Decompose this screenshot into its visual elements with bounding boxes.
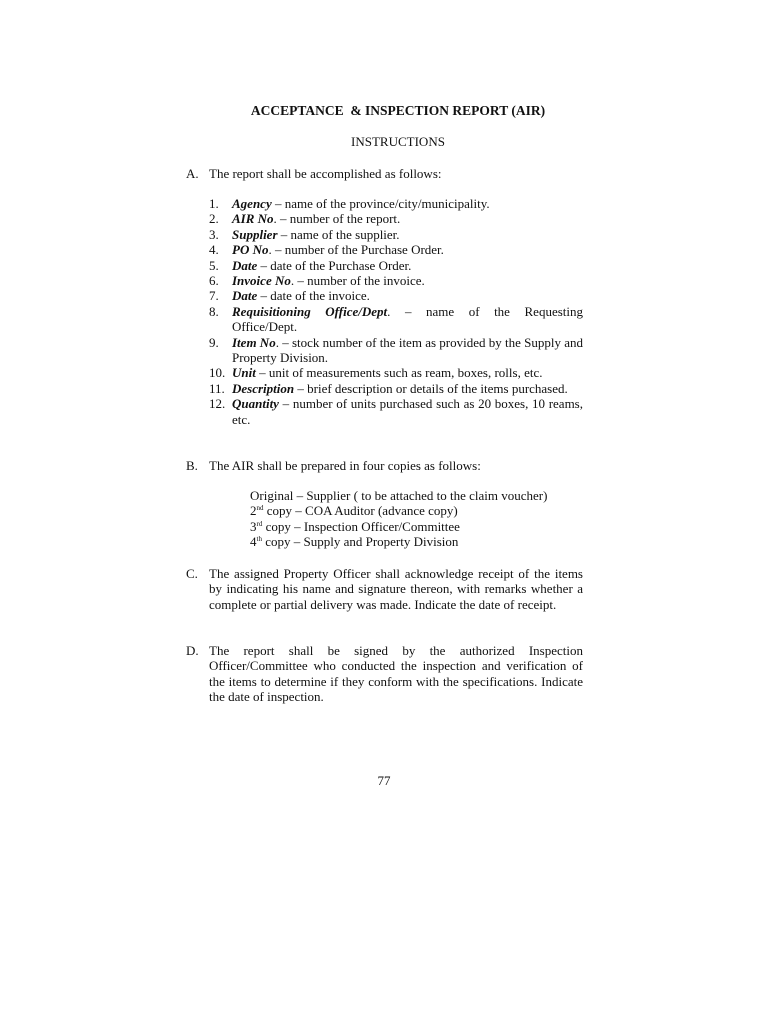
- item-term: PO No: [232, 242, 269, 258]
- list-item: [209, 196, 583, 211]
- list-item: [209, 258, 583, 273]
- item-term: Item No: [232, 334, 276, 350]
- copy-distribution-list: [250, 488, 580, 550]
- item-term: Supplier: [232, 226, 278, 242]
- list-item: [209, 288, 583, 303]
- item-number: 9.: [209, 334, 219, 350]
- item-number: 10.: [209, 365, 226, 381]
- item-description: . – number of the invoice.: [290, 273, 425, 289]
- item-number: 6.: [209, 273, 219, 289]
- list-item: [209, 273, 583, 288]
- item-term: Date: [232, 257, 258, 273]
- copy-line: 2nd copy – COA Auditor (advance copy): [250, 503, 458, 519]
- item-description: . – number of the Purchase Order.: [268, 242, 444, 258]
- list-item: [209, 381, 583, 396]
- item-description: . – stock number of the item as provided by the Supply and Property Division.: [232, 334, 583, 366]
- section-b-text: The AIR shall be prepared in four copies as follows:: [209, 458, 481, 473]
- copy-line: 4th copy – Supply and Property Division: [250, 534, 459, 550]
- item-description: – date of the Purchase Order.: [257, 257, 412, 273]
- item-description: . – name of the Requesting Office/Dept.: [232, 303, 583, 335]
- item-number: 2.: [209, 211, 219, 227]
- section-d-letter: D.: [186, 643, 199, 658]
- item-number: 11.: [209, 380, 225, 396]
- section-c-letter: C.: [186, 566, 198, 581]
- item-number: 8.: [209, 303, 219, 319]
- section-b-letter: B.: [186, 458, 198, 473]
- item-term: Description: [232, 380, 295, 396]
- item-number: 12.: [209, 396, 226, 412]
- item-number: 3.: [209, 226, 219, 242]
- item-description: – name of the province/city/municipality.: [271, 196, 490, 211]
- copy-line: 3rd copy – Inspection Officer/Committee: [250, 518, 460, 534]
- section-d-text: The report shall be signed by the authorized Inspection Officer/Committee who conducted the inspection and verification of the items to determine if they conform with the specifications. Indicate the date of inspection.: [209, 643, 583, 705]
- item-description: – name of the supplier.: [277, 226, 400, 242]
- list-item: [209, 365, 583, 380]
- item-term: Requisitioning Office/Dept: [232, 303, 388, 319]
- item-number: 7.: [209, 288, 219, 304]
- field-instructions-list: [209, 196, 583, 427]
- item-number: 1.: [209, 196, 219, 211]
- item-description: – date of the invoice.: [257, 288, 370, 304]
- item-description: – number of units purchased such as 20 boxes, 10 reams, etc.: [232, 396, 583, 427]
- item-term: Agency: [232, 196, 272, 211]
- item-term: Date: [232, 288, 258, 304]
- list-item: [209, 227, 583, 242]
- section-a-text: The report shall be accomplished as follows:: [209, 166, 442, 181]
- item-description: – unit of measurements such as ream, boxes, rolls, etc.: [255, 365, 543, 381]
- section-a-letter: A.: [186, 166, 199, 181]
- item-number: 5.: [209, 257, 219, 273]
- item-number: 4.: [209, 242, 219, 258]
- item-description: – brief description or details of the items purchased.: [294, 380, 568, 396]
- item-description: . – number of the report.: [273, 211, 401, 227]
- copy-line: Original – Supplier ( to be attached to the claim voucher): [250, 488, 548, 503]
- item-term: Unit: [232, 365, 256, 381]
- list-item: [209, 211, 583, 226]
- list-item: [209, 396, 583, 427]
- document-title: ACCEPTANCE & INSPECTION REPORT (AIR): [250, 103, 546, 118]
- item-term: AIR No: [232, 211, 274, 227]
- page-number: 77: [377, 773, 391, 788]
- section-c-text: The assigned Property Officer shall acknowledge receipt of the items by indicating his name and signature thereon, with remarks whether a complete or partial delivery was made. Indicate the date of receipt.: [209, 566, 583, 612]
- list-item: [209, 335, 583, 366]
- item-term: Quantity: [232, 396, 279, 412]
- item-term: Invoice No: [232, 273, 291, 289]
- list-item: [209, 242, 583, 257]
- document-subtitle: INSTRUCTIONS: [351, 134, 445, 149]
- list-item: [209, 304, 583, 335]
